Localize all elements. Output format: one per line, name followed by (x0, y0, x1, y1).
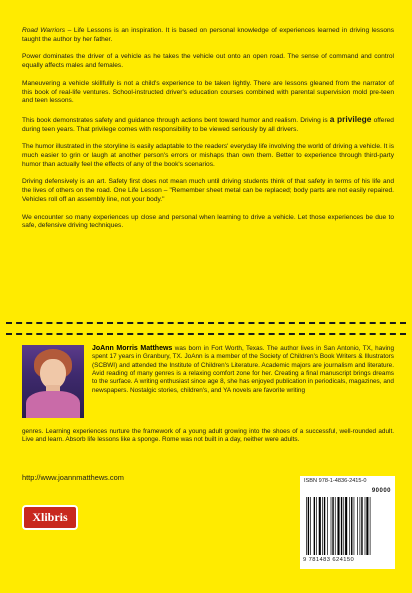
publisher-logo: Xlibris (22, 505, 78, 530)
blurb-paragraph-4 (22, 115, 394, 134)
author-name: JoAnn Morris Matthews (92, 345, 173, 352)
ean-digits: 9 781483 624150 (303, 557, 355, 563)
barcode-bars (305, 497, 391, 555)
blurb-paragraph-6: Driving defensively is an art. Safety first does not mean much until driving students think of that safety in terms of his life and the lives of others on the road. One Life Lesson – "Remember sheet metal can be replaced; body parts are not easily repaired. Vehicles roll off an assembly line, not your body." (22, 178, 394, 203)
dashed-divider-bottom (6, 333, 406, 335)
blurb-text: offered during teen years. That privilege comes with responsibility to be viewed seriously by all drivers. (22, 116, 394, 133)
blurb-text: This book demonstrates safety and guidance through actions bent toward humor and realism. Driving is (22, 116, 330, 124)
blurb-paragraph-1 (22, 27, 394, 44)
blurb-paragraph-7: We encounter so many experiences up close and personal when learning to drive a vehicle. Let those experiences be due to safe, defensive driving techniques. (22, 213, 394, 230)
blurb-text: – Life Lessons is an inspiration. It is based on personal knowledge of experiences learned in driving lessons taught the author by her father. (22, 27, 394, 43)
price-code: 90000 (371, 488, 391, 494)
blurb-paragraph-2: Power dominates the driver of a vehicle as he takes the vehicle out onto an open road. The sense of command and control equally affects males and females. (22, 53, 394, 70)
author-bio-text: was born in Fort Worth, Texas. The author lives in San Antonio, TX, having spent 17 years in Granbury, TX. JoAnn is a member of the Society of Children's Book Writers & Illustrators (SCBWI) and attended the Institute of Children's Literature. Academic majors are journalism and literature. Avid reading of many genres is a relaxing comfort zone for her. Creating a final manuscript brings dreams to the surface. A writing enthusiast since age 8, she has enjoyed publication in periodicals, magazines, and newspapers. Nostalgic stories, children's, and YA novels are favorite writing (92, 345, 394, 394)
emphasis-privilege: a privilege (329, 113, 372, 124)
isbn-barcode (300, 476, 395, 569)
author-bio-continued: genres. Learning experiences nurture the framework of a young adult growing into the shoes of a successful, well-rounded adult. Live and learn. Absorb life lessons like a sponge. Rome was not built in a day, neither were adults. (22, 428, 394, 444)
book-blurb (22, 27, 394, 240)
blurb-paragraph-5: The humor illustrated in the storyline is easily adaptable to the readers' everyday life involving the world of driving a vehicle. It is much easier to grin or laugh at another person's errors or mishaps than own them. Better to experience through third-party humor than actually feel the effects of any of the book's scenarios. (22, 143, 394, 168)
author-bio (92, 345, 394, 395)
author-website-link[interactable]: http://www.joannmatthews.com (22, 473, 124, 482)
dashed-divider-top (6, 322, 406, 324)
blurb-paragraph-3: Maneuvering a vehicle skillfully is not a child's experience to be taken lightly. There are lessons gleaned from the narrator of this book of real-life ventures. School-instructed driver's education courses combined with parental supervision mold pre-teen and teen lessons. (22, 79, 394, 105)
book-title: Road Warriors (22, 27, 66, 34)
isbn-number: ISBN 978-1-4836-2415-0 (304, 478, 367, 484)
author-photo (22, 345, 84, 418)
